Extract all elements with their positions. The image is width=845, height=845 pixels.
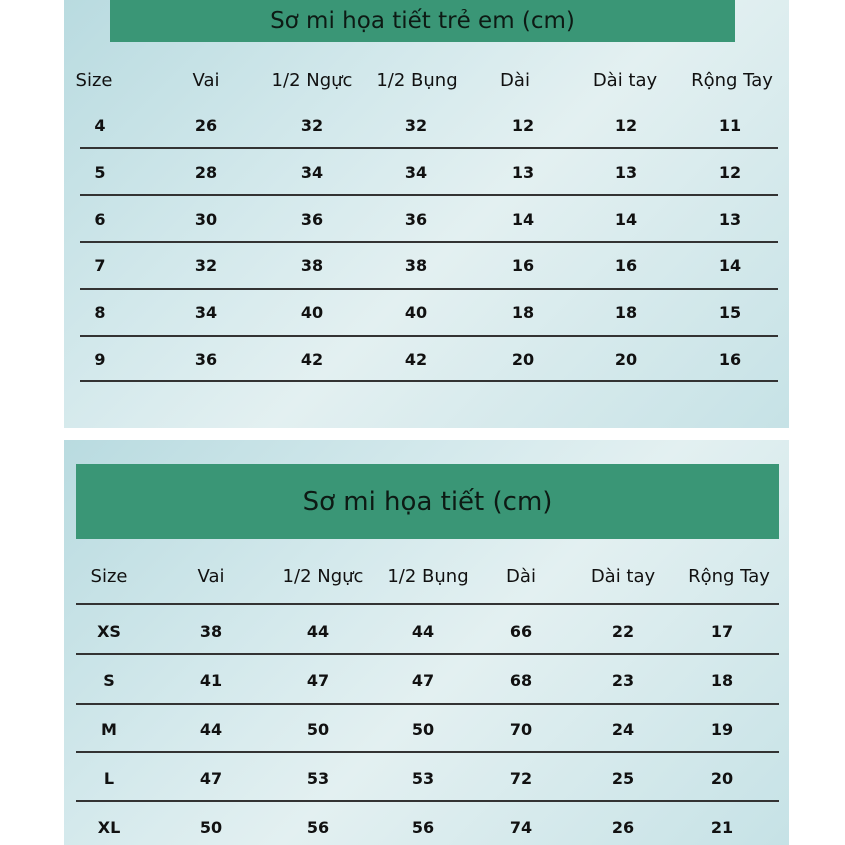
measurement-cell: 74 xyxy=(509,818,533,837)
measurement-cell: 36 xyxy=(194,350,218,369)
measurement-cell: 56 xyxy=(411,818,435,837)
measurement-cell: 34 xyxy=(194,303,218,323)
column-header: 1/2 Ngực xyxy=(271,70,353,91)
row-divider xyxy=(80,241,778,243)
measurement-cell: 26 xyxy=(611,818,635,837)
column-header: Size xyxy=(75,70,113,91)
measurement-cell: 25 xyxy=(611,769,635,788)
row-divider xyxy=(76,603,779,605)
measurement-cell: 66 xyxy=(509,622,533,641)
measurement-cell: 12 xyxy=(511,116,535,135)
measurement-cell: 38 xyxy=(199,622,223,641)
column-header: Dài xyxy=(500,70,530,91)
column-header: Dài tay xyxy=(590,566,656,587)
measurement-cell: 22 xyxy=(611,622,635,641)
column-header: 1/2 Ngực xyxy=(282,566,364,587)
measurement-cell: 47 xyxy=(306,671,330,690)
row-divider xyxy=(76,800,779,802)
measurement-cell: 68 xyxy=(509,671,533,690)
measurement-cell: 47 xyxy=(199,769,223,788)
column-header: Rộng Tay xyxy=(688,566,770,587)
size-cell: XL xyxy=(97,818,121,837)
row-divider xyxy=(80,194,778,196)
column-header: Vai xyxy=(197,566,225,587)
measurement-cell: 12 xyxy=(614,116,638,135)
column-header: Dài xyxy=(506,566,536,587)
size-cell: 7 xyxy=(94,256,106,276)
size-cell: XS xyxy=(97,622,121,641)
measurement-cell: 19 xyxy=(710,720,734,739)
column-header: Rộng Tay xyxy=(691,70,773,91)
measurement-cell: 30 xyxy=(194,209,218,229)
measurement-cell: 32 xyxy=(404,116,428,135)
measurement-cell: 23 xyxy=(611,671,635,690)
measurement-cell: 20 xyxy=(614,350,638,369)
measurement-cell: 42 xyxy=(404,350,428,369)
measurement-cell: 24 xyxy=(611,720,635,739)
measurement-cell: 44 xyxy=(306,622,330,641)
size-cell: S xyxy=(103,671,115,690)
measurement-cell: 72 xyxy=(509,769,533,788)
measurement-cell: 50 xyxy=(306,720,330,739)
kids-table-title: Sơ mi họa tiết trẻ em (cm) xyxy=(110,0,735,42)
measurement-cell: 47 xyxy=(411,671,435,690)
measurement-cell: 20 xyxy=(511,350,535,369)
measurement-cell: 11 xyxy=(718,116,742,135)
measurement-cell: 50 xyxy=(199,818,223,837)
column-header: Dài tay xyxy=(592,70,658,91)
measurement-cell: 13 xyxy=(511,162,535,182)
adult-table-title: Sơ mi họa tiết (cm) xyxy=(76,464,779,539)
row-divider xyxy=(76,703,779,705)
measurement-cell: 16 xyxy=(614,256,638,276)
measurement-cell: 53 xyxy=(306,769,330,788)
size-cell: 8 xyxy=(94,303,106,323)
size-cell: 5 xyxy=(94,162,106,182)
measurement-cell: 26 xyxy=(194,116,218,135)
measurement-cell: 16 xyxy=(718,350,742,369)
measurement-cell: 41 xyxy=(199,671,223,690)
measurement-cell: 15 xyxy=(718,303,742,323)
row-divider xyxy=(80,288,778,290)
measurement-cell: 44 xyxy=(411,622,435,641)
measurement-cell: 40 xyxy=(300,303,324,323)
measurement-cell: 20 xyxy=(710,769,734,788)
measurement-cell: 18 xyxy=(511,303,535,323)
measurement-cell: 17 xyxy=(710,622,734,641)
measurement-cell: 40 xyxy=(404,303,428,323)
size-cell: M xyxy=(101,720,117,739)
measurement-cell: 14 xyxy=(511,209,535,229)
measurement-cell: 32 xyxy=(300,116,324,135)
measurement-cell: 12 xyxy=(718,162,742,182)
column-header: 1/2 Bụng xyxy=(387,566,469,587)
measurement-cell: 53 xyxy=(411,769,435,788)
measurement-cell: 36 xyxy=(300,209,324,229)
column-header: Vai xyxy=(192,70,220,91)
measurement-cell: 18 xyxy=(710,671,734,690)
measurement-cell: 50 xyxy=(411,720,435,739)
measurement-cell: 32 xyxy=(194,256,218,276)
column-header: Size xyxy=(90,566,128,587)
row-divider xyxy=(76,653,779,655)
measurement-cell: 18 xyxy=(614,303,638,323)
row-divider xyxy=(80,335,778,337)
size-cell: 9 xyxy=(94,350,106,369)
measurement-cell: 14 xyxy=(614,209,638,229)
row-divider xyxy=(80,147,778,149)
measurement-cell: 13 xyxy=(614,162,638,182)
measurement-cell: 28 xyxy=(194,162,218,182)
size-cell: 4 xyxy=(94,116,106,135)
measurement-cell: 14 xyxy=(718,256,742,276)
measurement-cell: 56 xyxy=(306,818,330,837)
row-divider xyxy=(76,751,779,753)
column-header: 1/2 Bụng xyxy=(376,70,458,91)
measurement-cell: 38 xyxy=(404,256,428,276)
measurement-cell: 36 xyxy=(404,209,428,229)
measurement-cell: 44 xyxy=(199,720,223,739)
measurement-cell: 38 xyxy=(300,256,324,276)
measurement-cell: 34 xyxy=(300,162,324,182)
measurement-cell: 13 xyxy=(718,209,742,229)
measurement-cell: 70 xyxy=(509,720,533,739)
measurement-cell: 16 xyxy=(511,256,535,276)
row-divider xyxy=(80,380,778,382)
measurement-cell: 21 xyxy=(710,818,734,837)
size-cell: 6 xyxy=(94,209,106,229)
measurement-cell: 42 xyxy=(300,350,324,369)
measurement-cell: 34 xyxy=(404,162,428,182)
size-cell: L xyxy=(103,769,115,788)
